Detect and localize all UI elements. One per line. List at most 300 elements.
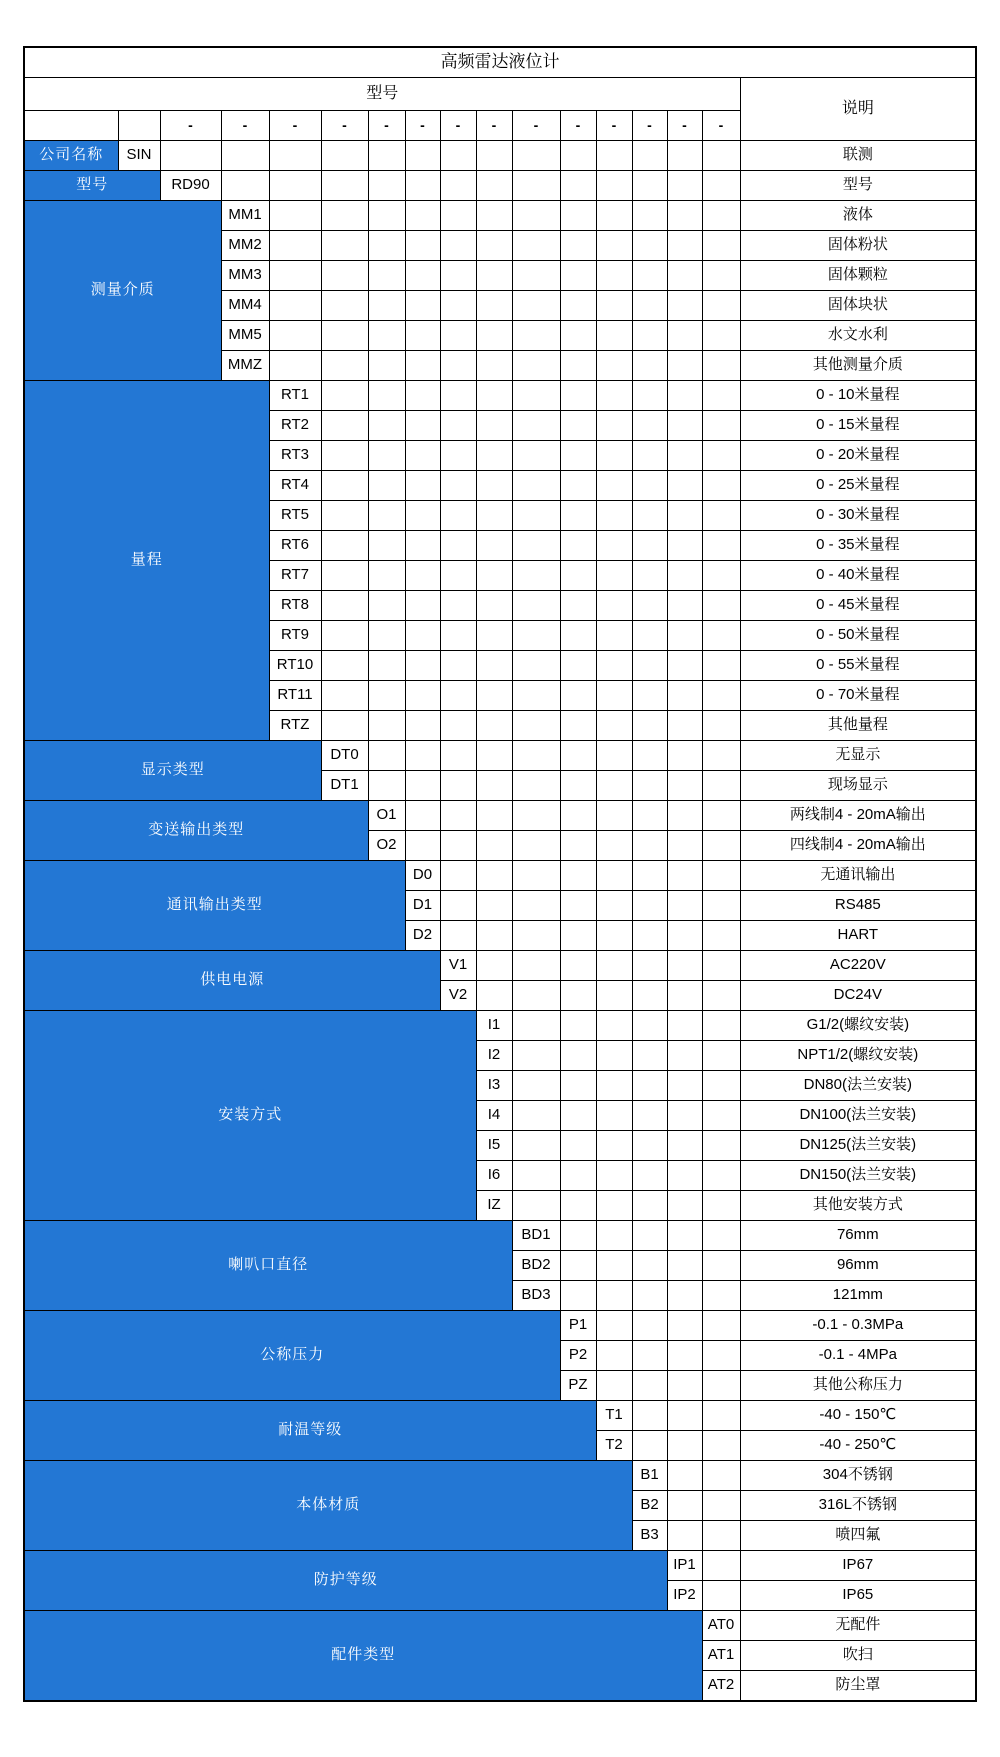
option-desc-AT1: 吹扫 [740,1641,976,1671]
grid-cell [440,261,476,291]
grid-cell [632,801,667,831]
option-desc-V2: DC24V [740,981,976,1011]
grid-cell [368,441,405,471]
grid-cell [702,741,740,771]
grid-cell [476,501,512,531]
grid-cell [632,531,667,561]
grid-cell [560,921,596,951]
grid-cell [368,471,405,501]
section-label-installation: 安装方式 [24,1011,476,1221]
grid-cell [560,381,596,411]
grid-cell [560,621,596,651]
grid-cell [596,501,632,531]
grid-cell [512,1041,560,1071]
grid-cell [269,351,321,381]
grid-cell [667,1161,702,1191]
section-label-range: 量程 [24,381,269,741]
dash-separator-cell: - [512,111,560,141]
grid-cell [560,891,596,921]
option-desc-RT10: 0 - 55米量程 [740,651,976,681]
grid-cell [702,1041,740,1071]
grid-cell [560,1251,596,1281]
option-desc-PZ: 其他公称压力 [740,1371,976,1401]
grid-cell [405,801,440,831]
grid-cell [596,231,632,261]
grid-cell [512,591,560,621]
grid-cell [667,981,702,1011]
option-desc-BD1: 76mm [740,1221,976,1251]
grid-cell [512,951,560,981]
grid-cell [667,171,702,201]
grid-cell [440,441,476,471]
grid-cell [512,891,560,921]
grid-cell [667,441,702,471]
option-code-I4: I4 [476,1101,512,1131]
grid-cell [702,981,740,1011]
grid-cell [596,1161,632,1191]
grid-cell [269,201,321,231]
grid-cell [440,561,476,591]
grid-cell [667,1191,702,1221]
option-code-IP1: IP1 [667,1551,702,1581]
grid-cell [512,621,560,651]
option-desc-T1: -40 - 150℃ [740,1401,976,1431]
grid-cell [476,321,512,351]
grid-cell [560,951,596,981]
grid-cell [632,1101,667,1131]
grid-cell [596,381,632,411]
grid-cell [632,141,667,171]
grid-cell [560,681,596,711]
option-code-RT2: RT2 [269,411,321,441]
grid-cell [596,1251,632,1281]
grid-cell [476,381,512,411]
grid-cell [702,321,740,351]
dash-separator-cell: - [560,111,596,141]
grid-cell [702,441,740,471]
grid-cell [321,171,368,201]
option-desc-MM2: 固体粉状 [740,231,976,261]
section-label-horn-diameter: 喇叭口直径 [24,1221,512,1311]
grid-cell [560,351,596,381]
grid-cell [512,681,560,711]
grid-cell [321,621,368,651]
grid-cell [368,291,405,321]
selection-table-container [23,46,977,1702]
grid-cell [476,171,512,201]
grid-cell [632,1401,667,1431]
grid-cell [702,861,740,891]
grid-cell [321,291,368,321]
section-label-body-material: 本体材质 [24,1461,632,1551]
grid-cell [596,1011,632,1041]
grid-cell [440,741,476,771]
grid-cell [368,351,405,381]
option-code-MMZ: MMZ [221,351,269,381]
option-code-P2: P2 [560,1341,596,1371]
grid-cell [702,1131,740,1161]
grid-cell [667,471,702,501]
grid-cell [560,741,596,771]
grid-cell [368,771,405,801]
option-code-AT1: AT1 [702,1641,740,1671]
grid-cell [702,351,740,381]
grid-cell [440,891,476,921]
grid-cell [667,1341,702,1371]
grid-cell [596,1311,632,1341]
grid-cell [368,741,405,771]
grid-cell [632,411,667,441]
option-code-IP2: IP2 [667,1581,702,1611]
grid-cell [476,591,512,621]
option-code-DT1: DT1 [321,771,368,801]
grid-cell [702,621,740,651]
grid-cell [667,861,702,891]
grid-cell [596,651,632,681]
grid-cell [632,831,667,861]
option-desc-MM3: 固体颗粒 [740,261,976,291]
grid-cell [702,1431,740,1461]
grid-cell [221,141,269,171]
grid-cell [667,231,702,261]
grid-cell [512,321,560,351]
option-desc-MMZ: 其他测量介质 [740,351,976,381]
option-desc-RT5: 0 - 30米量程 [740,501,976,531]
grid-cell [321,531,368,561]
grid-cell [512,291,560,321]
grid-cell [632,381,667,411]
model-selection-table [23,46,977,1702]
grid-cell [368,261,405,291]
grid-cell [702,561,740,591]
grid-cell [560,531,596,561]
grid-cell [476,351,512,381]
grid-cell [476,471,512,501]
grid-cell [512,351,560,381]
grid-cell [667,801,702,831]
grid-cell [440,471,476,501]
grid-cell [667,1431,702,1461]
grid-cell [632,171,667,201]
grid-cell [560,501,596,531]
grid-cell [596,591,632,621]
option-desc-SIN: 联测 [740,141,976,171]
grid-cell [667,1251,702,1281]
grid-cell [702,1401,740,1431]
grid-cell [512,501,560,531]
grid-cell [632,981,667,1011]
option-desc-MM5: 水文水利 [740,321,976,351]
grid-cell [368,501,405,531]
grid-cell [560,171,596,201]
grid-cell [321,381,368,411]
option-code-P1: P1 [560,1311,596,1341]
grid-cell [560,981,596,1011]
option-code-RT4: RT4 [269,471,321,501]
grid-cell [512,1131,560,1161]
grid-cell [560,441,596,471]
grid-cell [560,1191,596,1221]
option-desc-BD3: 121mm [740,1281,976,1311]
grid-cell [160,141,221,171]
option-code-PZ: PZ [560,1371,596,1401]
option-code-B1: B1 [632,1461,667,1491]
grid-cell [632,261,667,291]
grid-cell [632,1071,667,1101]
option-code-I5: I5 [476,1131,512,1161]
grid-cell [440,831,476,861]
grid-cell [702,1161,740,1191]
option-code-RT1: RT1 [269,381,321,411]
grid-cell [321,321,368,351]
grid-cell [596,891,632,921]
grid-cell [632,891,667,921]
option-code-BD3: BD3 [512,1281,560,1311]
grid-cell [596,831,632,861]
dash-separator-cell: - [269,111,321,141]
grid-cell [667,711,702,741]
grid-cell [667,1491,702,1521]
grid-cell [667,1311,702,1341]
grid-cell [667,291,702,321]
option-code-RT11: RT11 [269,681,321,711]
grid-cell [596,351,632,381]
grid-cell [405,141,440,171]
dash-separator-cell: - [632,111,667,141]
dash-separator-cell: - [368,111,405,141]
grid-cell [667,1011,702,1041]
dash-separator-cell: - [476,111,512,141]
option-code-SIN: SIN [118,141,160,171]
grid-cell [476,771,512,801]
grid-cell [702,1581,740,1611]
grid-cell [702,291,740,321]
option-desc-RT2: 0 - 15米量程 [740,411,976,441]
grid-cell [632,1221,667,1251]
grid-cell [405,651,440,681]
grid-cell [702,1191,740,1221]
grid-cell [632,201,667,231]
grid-cell [440,771,476,801]
empty-header-cell [24,111,118,141]
grid-cell [596,291,632,321]
grid-cell [632,741,667,771]
option-desc-D0: 无通讯输出 [740,861,976,891]
option-code-T2: T2 [596,1431,632,1461]
grid-cell [667,621,702,651]
grid-cell [440,531,476,561]
grid-cell [440,141,476,171]
section-label-comm-output-type: 通讯输出类型 [24,861,405,951]
grid-cell [667,261,702,291]
grid-cell [512,561,560,591]
grid-cell [368,171,405,201]
grid-cell [596,141,632,171]
grid-cell [560,471,596,501]
grid-cell [321,231,368,261]
grid-cell [321,411,368,441]
grid-cell [702,951,740,981]
option-desc-RT6: 0 - 35米量程 [740,531,976,561]
option-desc-RD90: 型号 [740,171,976,201]
grid-cell [560,591,596,621]
grid-cell [596,621,632,651]
grid-cell [560,1041,596,1071]
grid-cell [632,1311,667,1341]
grid-cell [596,441,632,471]
grid-cell [667,921,702,951]
grid-cell [596,921,632,951]
grid-cell [405,171,440,201]
grid-cell [512,1191,560,1221]
option-code-D1: D1 [405,891,440,921]
option-code-I6: I6 [476,1161,512,1191]
section-label-model: 型号 [24,171,160,201]
grid-cell [596,801,632,831]
grid-cell [667,1131,702,1161]
grid-cell [476,531,512,561]
grid-cell [632,1041,667,1071]
grid-cell [702,1071,740,1101]
section-label-power-supply: 供电电源 [24,951,440,1011]
grid-cell [632,1011,667,1041]
grid-cell [440,351,476,381]
grid-cell [632,321,667,351]
grid-cell [702,1011,740,1041]
grid-cell [702,261,740,291]
grid-cell [702,141,740,171]
option-desc-RT1: 0 - 10米量程 [740,381,976,411]
option-desc-D2: HART [740,921,976,951]
option-desc-P2: -0.1 - 4MPa [740,1341,976,1371]
grid-cell [512,381,560,411]
grid-cell [667,741,702,771]
grid-cell [596,681,632,711]
grid-cell [512,651,560,681]
option-code-IZ: IZ [476,1191,512,1221]
grid-cell [632,291,667,321]
grid-cell [702,501,740,531]
option-code-D2: D2 [405,921,440,951]
grid-cell [596,741,632,771]
option-desc-O1: 两线制4 - 20mA输出 [740,801,976,831]
grid-cell [476,651,512,681]
grid-cell [632,951,667,981]
grid-cell [596,771,632,801]
option-code-RT8: RT8 [269,591,321,621]
grid-cell [368,651,405,681]
grid-cell [476,711,512,741]
grid-cell [560,801,596,831]
grid-cell [596,171,632,201]
grid-cell [405,411,440,441]
grid-cell [405,681,440,711]
grid-cell [702,891,740,921]
grid-cell [596,1101,632,1131]
grid-cell [702,471,740,501]
grid-cell [667,381,702,411]
section-label-transmit-output-type: 变送输出类型 [24,801,368,861]
grid-cell [596,1371,632,1401]
grid-cell [596,561,632,591]
option-desc-V1: AC220V [740,951,976,981]
grid-cell [560,1281,596,1311]
grid-cell [560,1011,596,1041]
grid-cell [596,201,632,231]
grid-cell [405,621,440,651]
grid-cell [702,1341,740,1371]
option-code-RT5: RT5 [269,501,321,531]
grid-cell [440,171,476,201]
grid-cell [702,1311,740,1341]
option-desc-MM4: 固体块状 [740,291,976,321]
option-desc-RT4: 0 - 25米量程 [740,471,976,501]
option-desc-RT8: 0 - 45米量程 [740,591,976,621]
grid-cell [560,561,596,591]
grid-cell [560,231,596,261]
grid-cell [667,1281,702,1311]
option-code-V1: V1 [440,951,476,981]
option-code-RT7: RT7 [269,561,321,591]
grid-cell [702,1491,740,1521]
grid-cell [702,921,740,951]
option-desc-I2: NPT1/2(螺纹安装) [740,1041,976,1071]
section-label-display-type: 显示类型 [24,741,321,801]
grid-cell [476,291,512,321]
grid-cell [476,831,512,861]
grid-cell [596,1131,632,1161]
grid-cell [440,411,476,441]
grid-cell [702,1551,740,1581]
grid-cell [440,861,476,891]
grid-cell [368,591,405,621]
dash-separator-cell: - [667,111,702,141]
grid-cell [702,531,740,561]
grid-cell [560,831,596,861]
grid-cell [596,531,632,561]
dash-separator-cell: - [221,111,269,141]
grid-cell [560,1071,596,1101]
grid-cell [405,591,440,621]
grid-cell [512,801,560,831]
grid-cell [560,321,596,351]
grid-cell [476,981,512,1011]
grid-cell [512,1101,560,1131]
grid-cell [512,831,560,861]
grid-cell [512,411,560,441]
grid-cell [632,441,667,471]
section-label-protection-grade: 防护等级 [24,1551,667,1611]
grid-cell [321,351,368,381]
grid-cell [405,231,440,261]
grid-cell [667,651,702,681]
grid-cell [667,1521,702,1551]
grid-cell [476,411,512,441]
grid-cell [368,411,405,441]
grid-cell [440,381,476,411]
grid-cell [667,1071,702,1101]
grid-cell [476,561,512,591]
option-code-RT10: RT10 [269,651,321,681]
grid-cell [476,141,512,171]
grid-cell [476,861,512,891]
dash-separator-cell: - [440,111,476,141]
grid-cell [702,201,740,231]
grid-cell [632,1131,667,1161]
grid-cell [512,771,560,801]
grid-cell [632,591,667,621]
grid-cell [476,741,512,771]
